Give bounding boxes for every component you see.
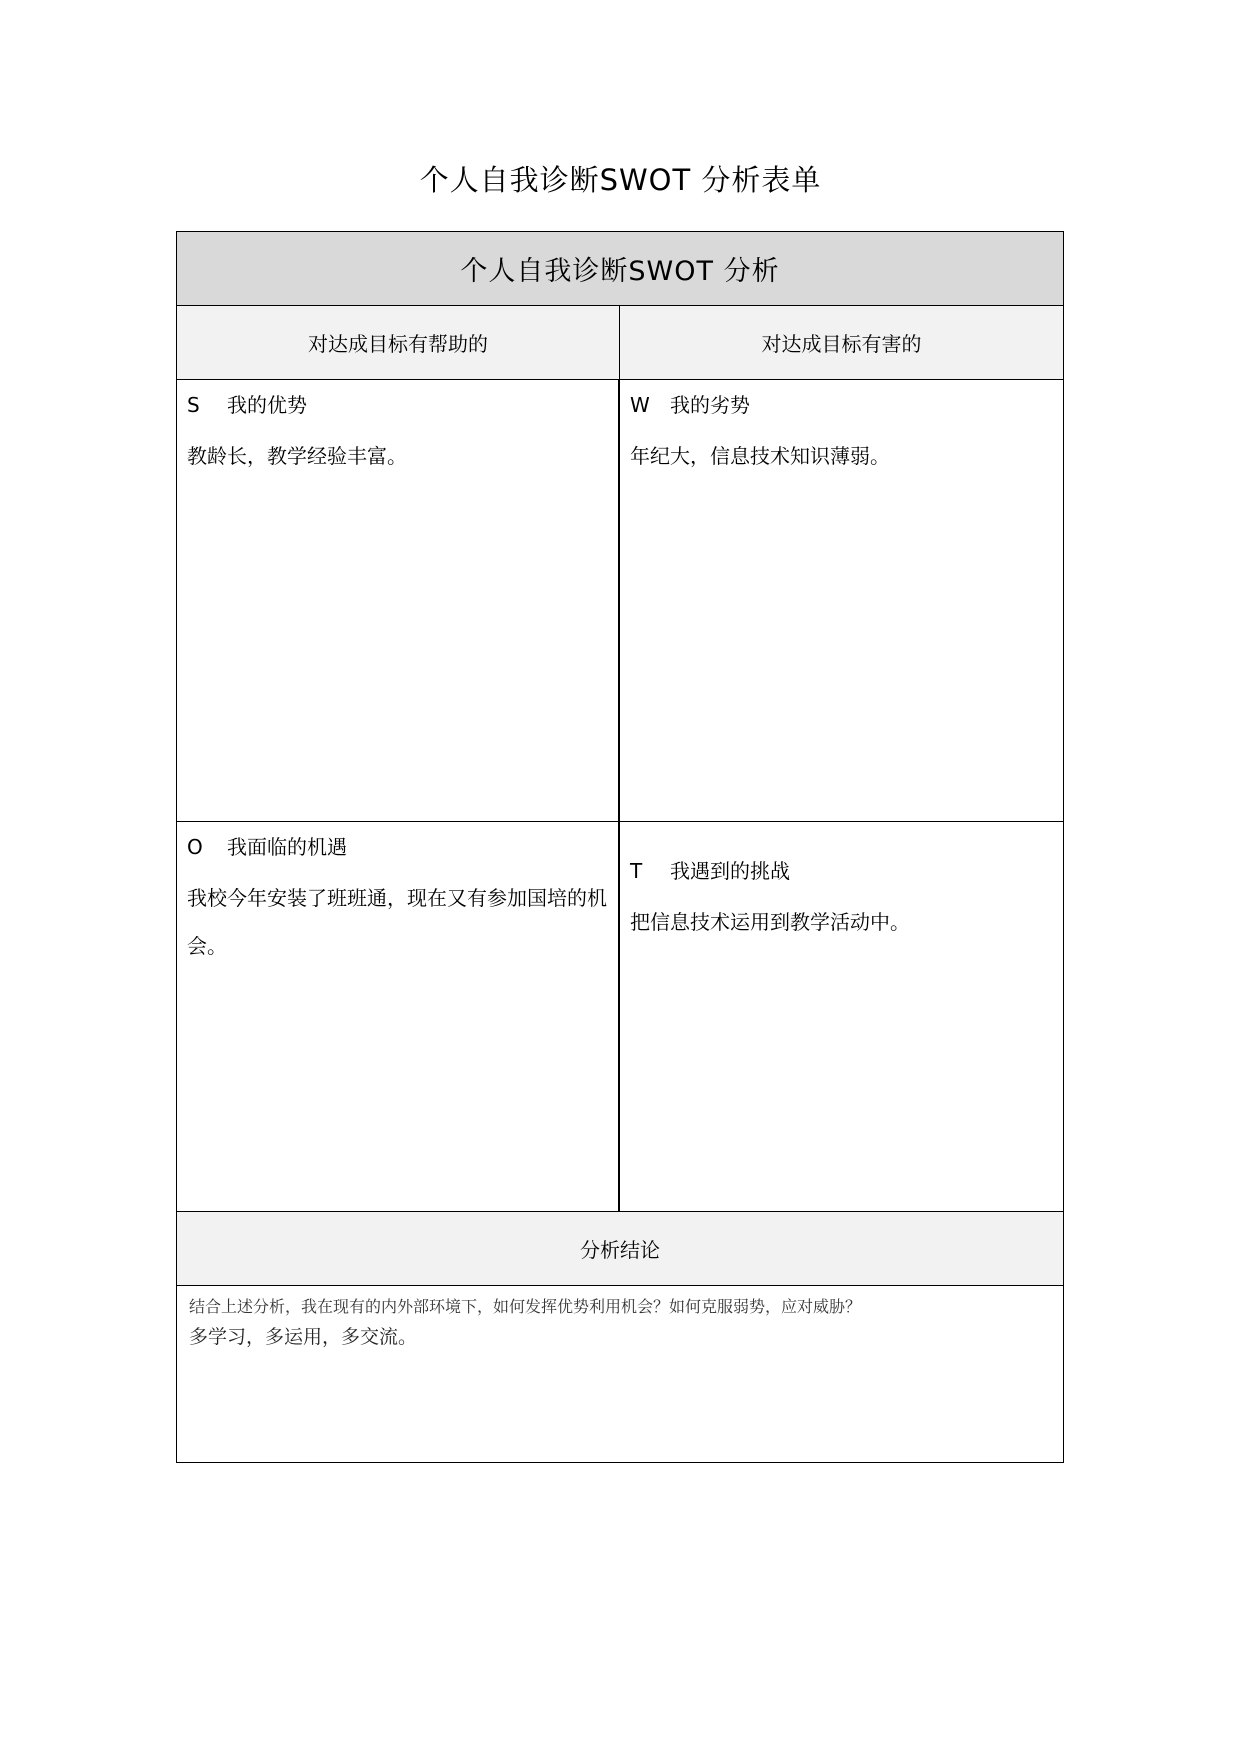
opportunities-label: 我面临的机遇 [227,835,347,859]
strengths-cell [177,380,620,821]
threats-letter: T [630,859,643,883]
swot-table [176,231,1064,1463]
threats-content: 把信息技术运用到教学活动中。 [630,910,910,934]
opportunities-content: 我校今年安装了班班通，现在又有参加国培的机会。 [187,886,607,958]
harmful-column-header: 对达成目标有害的 [620,306,1063,379]
weaknesses-letter: W [630,393,650,417]
strengths-letter: S [187,393,200,417]
conclusion-prompt: 结合上述分析，我在现有的内外部环境下，如何发挥优势利用机会？如何克服弱势，应对威胁？ [189,1297,862,1316]
opportunities-cell [177,822,620,1211]
helpful-column-header: 对达成目标有帮助的 [177,306,620,379]
column-headers [177,306,1063,380]
conclusion-answer: 多学习，多运用，多交流。 [189,1326,418,1348]
threats-label: 我遇到的挑战 [670,859,790,883]
sw-row [177,380,1063,822]
threats-cell [620,822,1063,1211]
weaknesses-heading [630,390,1053,420]
strengths-heading [187,390,608,420]
document-title: 个人自我诊断SWOT 分析表单 [419,163,822,197]
opportunities-letter: O [187,835,203,859]
strengths-label: 我的优势 [227,393,307,417]
opportunities-heading [187,832,608,862]
weaknesses-content: 年纪大，信息技术知识薄弱。 [630,444,890,468]
weaknesses-cell [620,380,1063,821]
conclusion-cell [177,1286,1063,1462]
strengths-content: 教龄长，教学经验丰富。 [187,444,407,468]
threats-heading [630,856,1053,886]
table-header: 个人自我诊断SWOT 分析 [177,232,1063,306]
ot-row [177,822,1063,1212]
weaknesses-label: 我的劣势 [670,393,750,417]
conclusion-header: 分析结论 [177,1212,1063,1286]
